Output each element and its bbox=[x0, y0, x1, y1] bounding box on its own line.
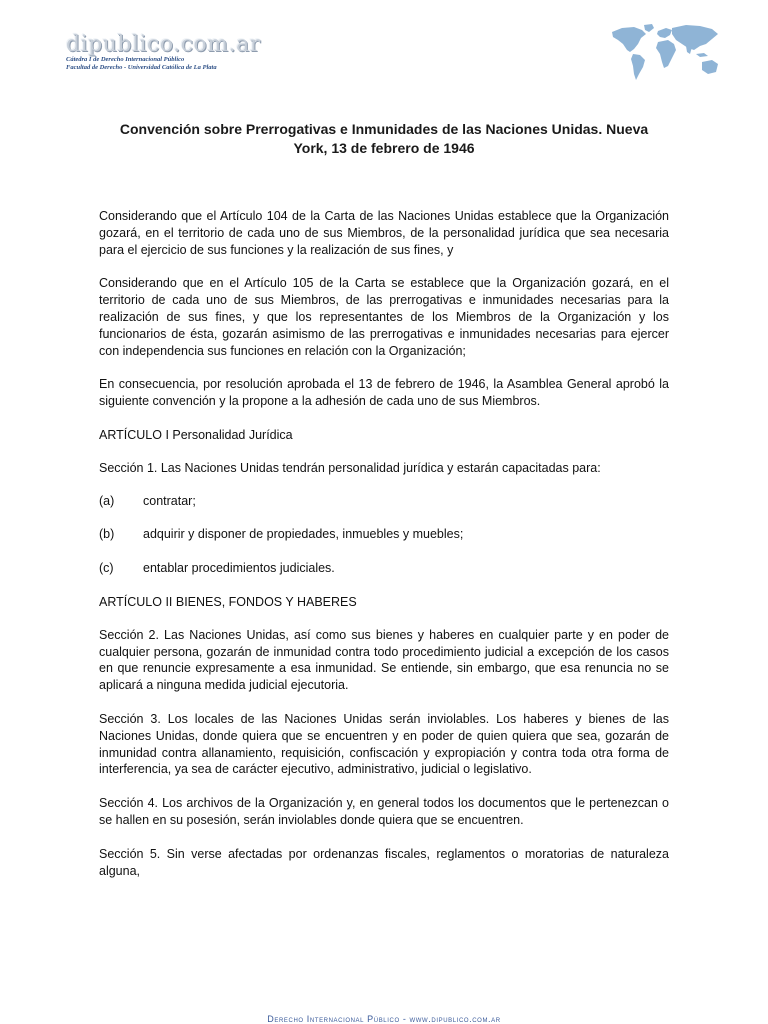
list-item bbox=[99, 526, 669, 543]
list-item-text: adquirir y disponer de propiedades, inmuebles y muebles; bbox=[143, 527, 464, 542]
title-line-2: York, 13 de febrero de 1946 bbox=[293, 140, 475, 156]
logo-text: dipublico.com.ar bbox=[66, 32, 261, 57]
paragraph-seccion-5: Sección 5. Sin verse afectadas por ordenanzas fiscales, reglamentos o moratorias de naturaleza alguna, bbox=[99, 846, 669, 878]
page-footer: Derecho Internacional Público - www.dipublico.com.ar bbox=[267, 1014, 501, 1024]
heading-articulo-1: ARTÍCULO I Personalidad Jurídica bbox=[99, 427, 293, 442]
paragraph-seccion-3: Sección 3. Los locales de las Naciones Unidas serán inviolables. Los haberes y bienes de las Naciones Unidas, donde quiera que se encuentren y en poder de quien quiera que sea, gozarán de inmunidad contra allanamiento, requisición, confiscación y expropiación y contra toda otra forma de interferencia, ya sea de carácter ejecutivo, administrativo, judicial o legislativo. bbox=[99, 711, 669, 777]
list-item-label: (a) bbox=[99, 493, 115, 508]
document-title bbox=[100, 120, 668, 158]
list-item bbox=[99, 560, 669, 577]
list-item-label: (c) bbox=[99, 561, 114, 576]
paragraph-seccion-2: Sección 2. Las Naciones Unidas, así como sus bienes y haberes en cualquier parte y en poder de cualquier persona, gozarán de inmunidad contra todo procedimiento judicial a excepción de los casos en que renuncie expresamente a esa inmunidad. Se entiende, sin embargo, que esa renuncia no se aplicará a ninguna medida judicial ejecutoria. bbox=[99, 627, 669, 693]
world-map-icon bbox=[608, 22, 724, 84]
title-line-1: Convención sobre Prerrogativas e Inmunidades de las Naciones Unidas. Nueva bbox=[119, 121, 649, 137]
logo-subtitle-1: Cátedra I de Derecho Internacional Público bbox=[66, 56, 185, 63]
page-header bbox=[0, 0, 768, 100]
heading-articulo-2: ARTÍCULO II BIENES, FONDOS Y HABERES bbox=[99, 594, 357, 609]
paragraph-seccion-4: Sección 4. Los archivos de la Organización y, en general todos los documentos que le pertenezcan o se hallen en su posesión, serán inviolables donde quiera que se encuentren. bbox=[99, 796, 669, 827]
document-body bbox=[99, 208, 669, 896]
site-logo[interactable] bbox=[66, 34, 261, 72]
list-item-text: contratar; bbox=[143, 493, 196, 508]
paragraph-seccion-1: Sección 1. Las Naciones Unidas tendrán personalidad jurídica y estarán capacitadas para: bbox=[99, 460, 601, 475]
list-item-label: (b) bbox=[99, 527, 115, 542]
logo-subtitle-2: Facultad de Derecho - Universidad Católica de La Plata bbox=[66, 64, 217, 71]
paragraph-considerando-1: Considerando que el Artículo 104 de la Carta de las Naciones Unidas establece que la Organización gozará, en el territorio de cada uno de sus Miembros, de la personalidad jurídica que sea necesaria para el ejercicio de sus funciones y la realización de sus fines, y bbox=[99, 209, 669, 257]
list-item bbox=[99, 493, 669, 510]
paragraph-en-consecuencia: En consecuencia, por resolución aprobada el 13 de febrero de 1946, la Asamblea General aprobó la siguiente convención y la propone a la adhesión de cada uno de sus Miembros. bbox=[99, 377, 669, 409]
paragraph-considerando-2: Considerando que en el Artículo 105 de la Carta se establece que la Organización gozará, en el territorio de cada uno de sus Miembros, de las prerrogativas e inmunidades necesarias para la realización de sus fines, y que los representantes de los Miembros de la Organización y los funcionarios de ésta, gozarán asimismo de las prerrogativas e inmunidades necesarias para ejercer con independencia sus funciones en relación con la Organización; bbox=[99, 276, 669, 358]
list-item-text: entablar procedimientos judiciales. bbox=[143, 561, 335, 576]
